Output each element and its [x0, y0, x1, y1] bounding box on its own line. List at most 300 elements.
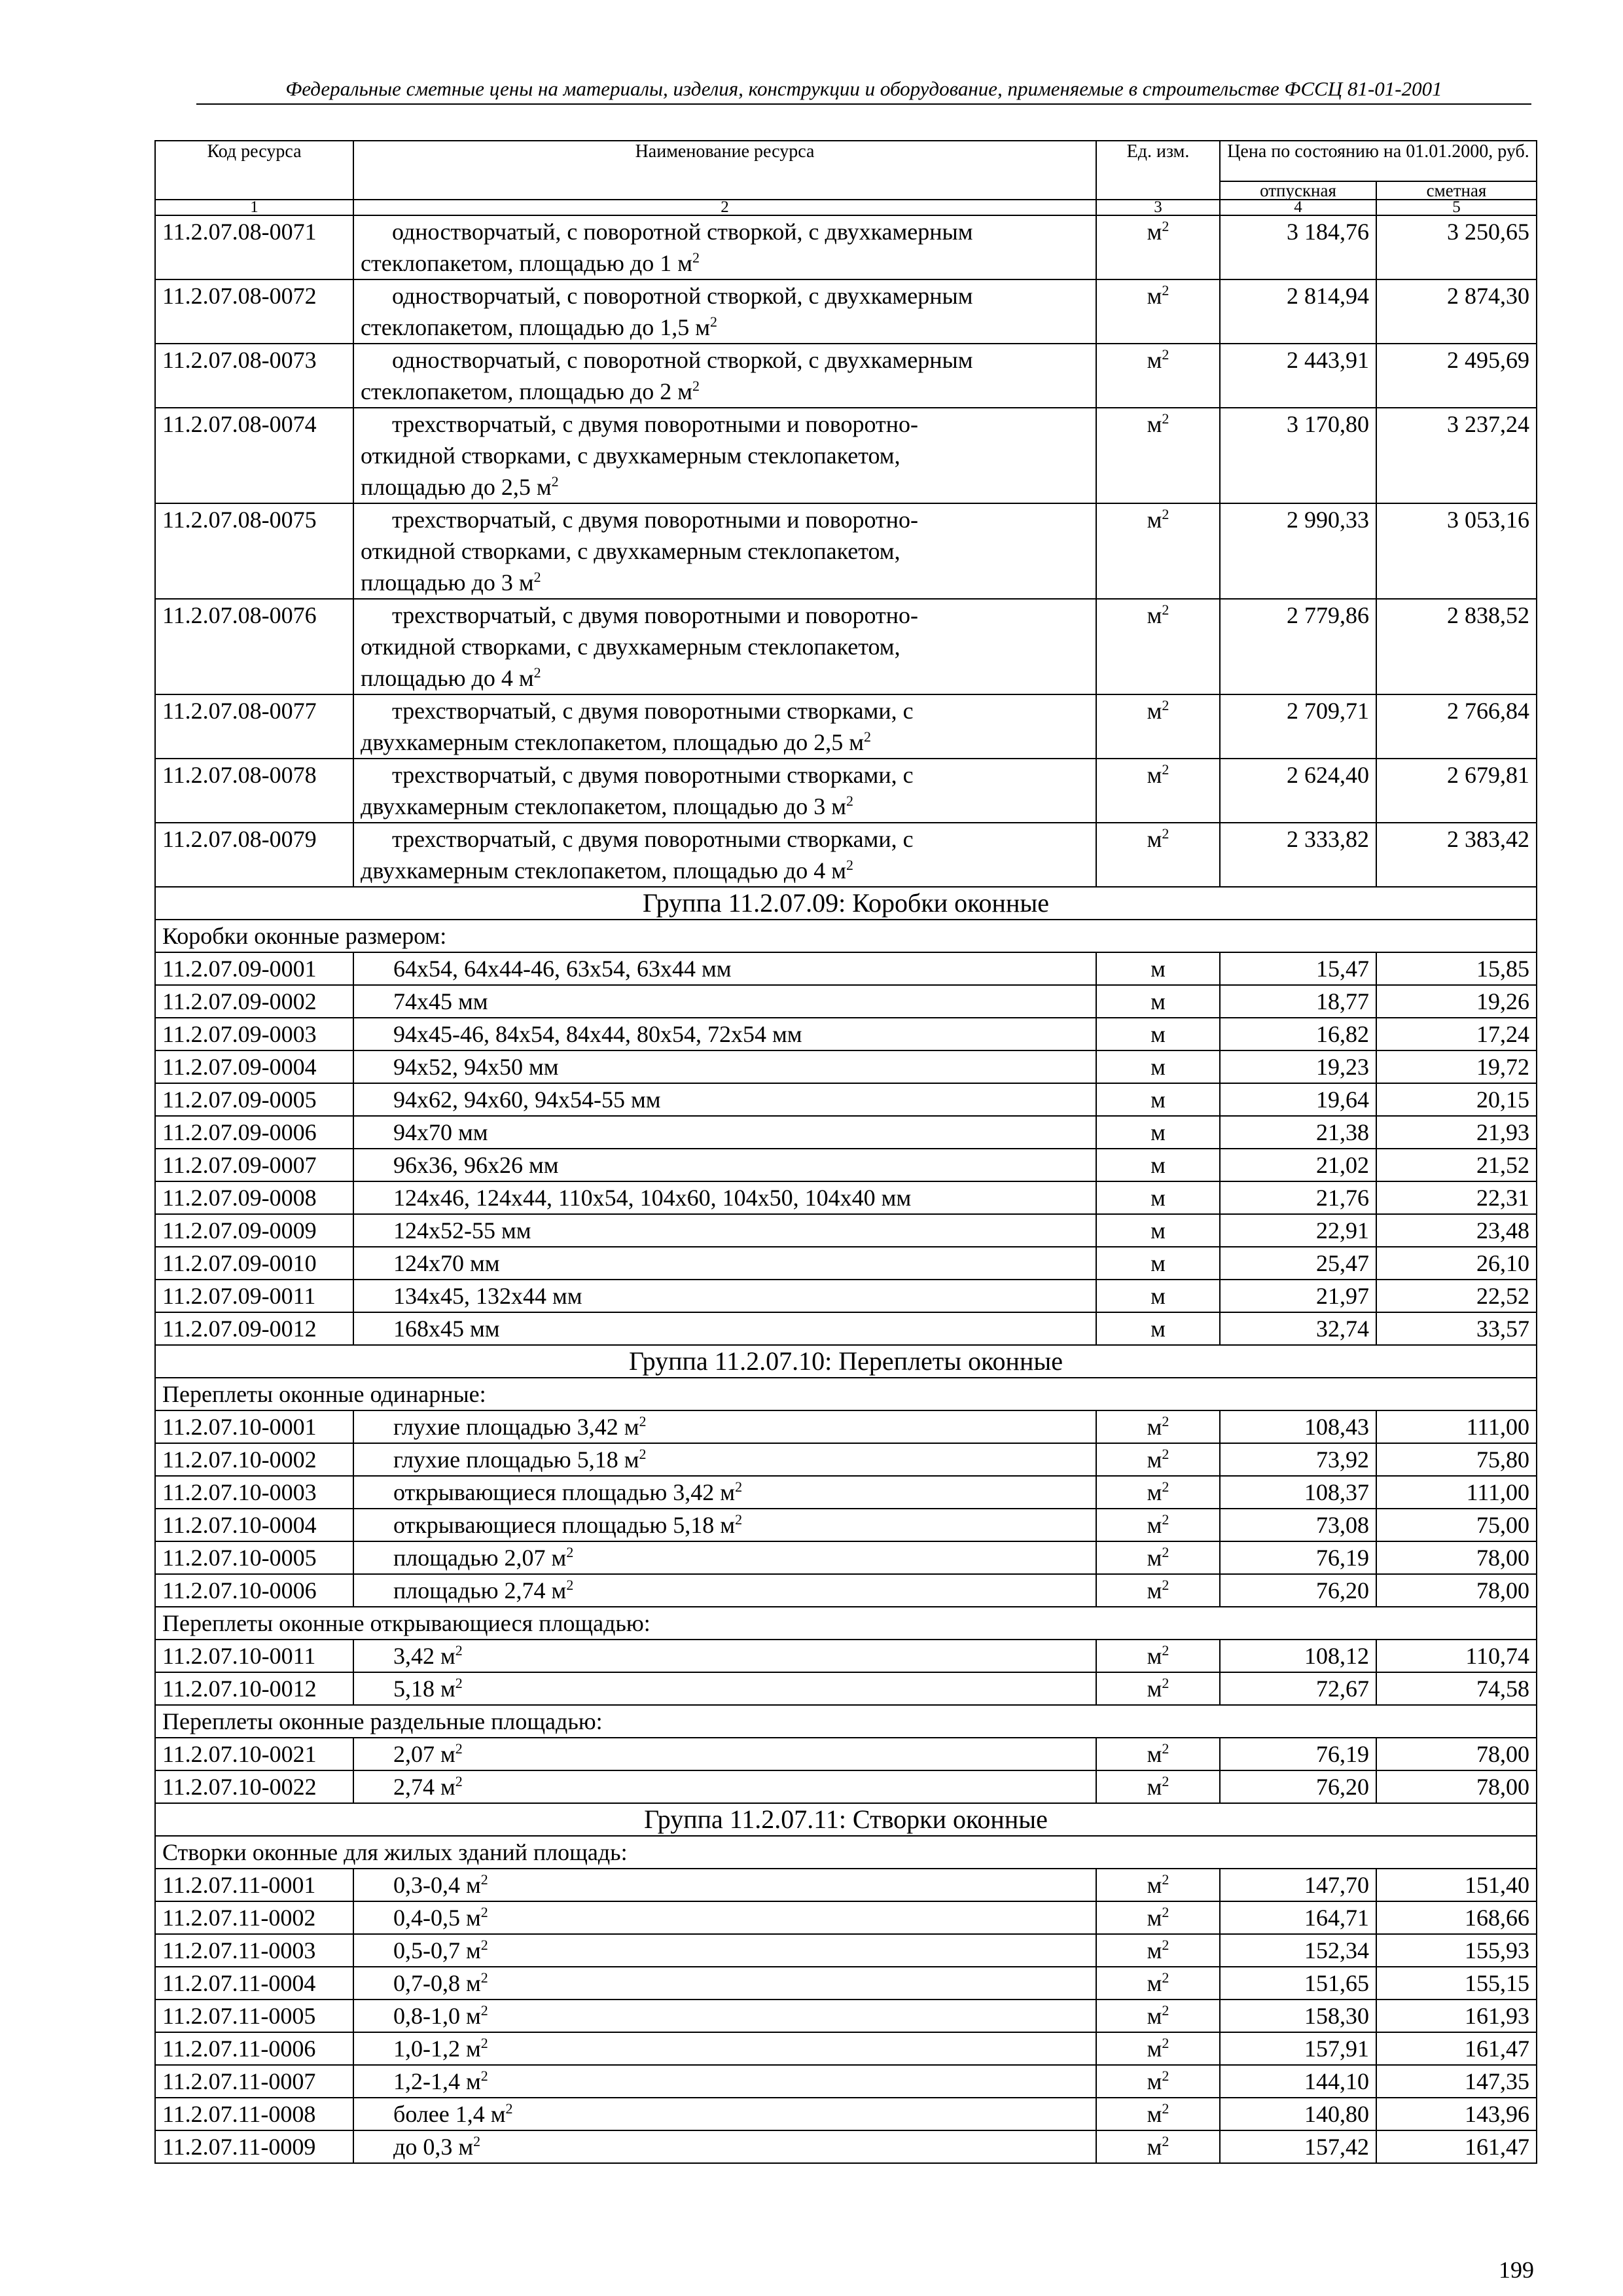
- group-row: [155, 1803, 1537, 1836]
- superscript-2: 2: [1162, 1969, 1169, 1986]
- resource-name-text: площадью до 2,5 м: [361, 474, 552, 500]
- table-row: [155, 2000, 1537, 2032]
- resource-code: 11.2.07.09-0012: [155, 1312, 353, 1345]
- unit-cell: [1096, 823, 1220, 887]
- superscript-2: 2: [1162, 2068, 1169, 2084]
- table-row: [155, 1574, 1537, 1607]
- table-row: [155, 215, 1537, 279]
- unit-cell: [1096, 1018, 1220, 1050]
- unit-text: м: [1150, 1021, 1166, 1047]
- category-title: Створки оконные для жилых зданий площадь:: [155, 1836, 1537, 1869]
- unit-cell: [1096, 2000, 1220, 2032]
- resource-name-text: до 0,3 м: [393, 2134, 474, 2160]
- release-price: 22,91: [1220, 1214, 1376, 1247]
- unit-cell: [1096, 1967, 1220, 2000]
- table-row: [155, 599, 1537, 694]
- resource-name-line: трехстворчатый, с двумя поворотными и поворотно-: [392, 411, 919, 437]
- superscript-2: 2: [1162, 218, 1169, 234]
- release-price: 2 624,40: [1220, 759, 1376, 823]
- resource-name: [353, 952, 1096, 985]
- column-number: 3: [1096, 200, 1220, 215]
- resource-name-text: более 1,4 м: [393, 2101, 506, 2127]
- table-row: [155, 823, 1537, 887]
- unit-text: м: [1147, 698, 1162, 724]
- table-row: [155, 1280, 1537, 1312]
- estimate-price: 110,74: [1376, 1640, 1537, 1672]
- unit-cell: [1096, 1280, 1220, 1312]
- unit-text: м: [1147, 1479, 1162, 1505]
- release-price: 151,65: [1220, 1967, 1376, 2000]
- resource-name: [353, 2000, 1096, 2032]
- resource-name-text: 2,74 м: [393, 1774, 455, 1800]
- release-price: 19,64: [1220, 1083, 1376, 1116]
- resource-name-text: 124х52-55 мм: [393, 1217, 531, 1244]
- col-unit-header: Ед. изм.: [1096, 141, 1220, 200]
- resource-name-text: откидной створками, с двухкамерным стеклопакетом,: [361, 634, 901, 660]
- resource-code: 11.2.07.11-0008: [155, 2098, 353, 2130]
- release-price: 3 170,80: [1220, 408, 1376, 503]
- resource-name-text: двухкамерным стеклопакетом, площадью до 2,5 м: [361, 729, 864, 755]
- superscript-2: 2: [1162, 2035, 1169, 2051]
- superscript-2: 2: [473, 2133, 481, 2149]
- category-row: [155, 1378, 1537, 1410]
- superscript-2: 2: [1162, 1413, 1169, 1429]
- unit-text: м: [1147, 2068, 1162, 2094]
- unit-text: м: [1150, 1217, 1166, 1244]
- resource-name-line: [361, 376, 1089, 407]
- superscript-2: 2: [1162, 761, 1169, 778]
- resource-name: [353, 1214, 1096, 1247]
- table-row: [155, 1410, 1537, 1443]
- table-row: [155, 985, 1537, 1018]
- unit-cell: [1096, 408, 1220, 503]
- release-price: 21,38: [1220, 1116, 1376, 1149]
- table-row: [155, 503, 1537, 599]
- table-row: [155, 1018, 1537, 1050]
- resource-code: 11.2.07.08-0071: [155, 215, 353, 279]
- release-price: 152,34: [1220, 1934, 1376, 1967]
- estimate-price: 2 383,42: [1376, 823, 1537, 887]
- resource-code: 11.2.07.11-0001: [155, 1869, 353, 1901]
- resource-name-line: одностворчатый, с поворотной створкой, с двухкамерным: [392, 283, 973, 309]
- table-row: [155, 1247, 1537, 1280]
- column-number: 2: [353, 200, 1096, 215]
- col-price-group-header: Цена по состоянию на 01.01.2000, руб.: [1220, 141, 1537, 181]
- unit-cell: [1096, 1901, 1220, 1934]
- unit-text: м: [1147, 2134, 1162, 2160]
- table-row: [155, 1869, 1537, 1901]
- superscript-2: 2: [505, 2100, 513, 2117]
- release-price: 21,02: [1220, 1149, 1376, 1181]
- unit-text: м: [1147, 411, 1162, 437]
- unit-cell: [1096, 1574, 1220, 1607]
- estimate-price: 74,58: [1376, 1672, 1537, 1705]
- resource-name: [353, 279, 1096, 344]
- table-row: [155, 759, 1537, 823]
- resource-code: 11.2.07.10-0005: [155, 1541, 353, 1574]
- unit-text: м: [1147, 826, 1162, 852]
- resource-code: 11.2.07.09-0005: [155, 1083, 353, 1116]
- category-row: [155, 1607, 1537, 1640]
- release-price: 2 709,71: [1220, 694, 1376, 759]
- superscript-2: 2: [1162, 506, 1169, 522]
- table-row: [155, 1214, 1537, 1247]
- unit-cell: [1096, 1738, 1220, 1770]
- resource-name-text: открывающиеся площадью 3,42 м: [393, 1479, 736, 1505]
- release-price: 72,67: [1220, 1672, 1376, 1705]
- resource-code: 11.2.07.11-0007: [155, 2065, 353, 2098]
- resource-name-text: 64х54, 64х44-46, 63х54, 63х44 мм: [393, 956, 732, 982]
- resource-name: [353, 2032, 1096, 2065]
- resource-name-text: откидной створками, с двухкамерным стеклопакетом,: [361, 538, 901, 564]
- group-title: Группа 11.2.07.10: Переплеты оконные: [155, 1345, 1537, 1378]
- table-row: [155, 1541, 1537, 1574]
- resource-code: 11.2.07.08-0072: [155, 279, 353, 344]
- estimate-price: 21,52: [1376, 1149, 1537, 1181]
- resource-code: 11.2.07.08-0078: [155, 759, 353, 823]
- resource-name-text: глухие площадью 5,18 м: [393, 1446, 639, 1473]
- estimate-price: 143,96: [1376, 2098, 1537, 2130]
- resource-name: [353, 1410, 1096, 1443]
- resource-name-text: площадью до 4 м: [361, 665, 534, 691]
- unit-cell: [1096, 1509, 1220, 1541]
- superscript-2: 2: [480, 2068, 488, 2084]
- estimate-price: 147,35: [1376, 2065, 1537, 2098]
- superscript-2: 2: [1162, 2133, 1169, 2149]
- table-row: [155, 1116, 1537, 1149]
- unit-cell: [1096, 344, 1220, 408]
- resource-name: [353, 408, 1096, 503]
- resource-name: [353, 759, 1096, 823]
- category-row: [155, 920, 1537, 952]
- column-number-row: [155, 200, 1537, 215]
- group-row: [155, 1345, 1537, 1378]
- unit-text: м: [1147, 1905, 1162, 1931]
- release-price: 2 990,33: [1220, 503, 1376, 599]
- superscript-2: 2: [639, 1446, 647, 1462]
- table-row: [155, 952, 1537, 985]
- resource-name: [353, 1738, 1096, 1770]
- resource-name-text: площадью до 3 м: [361, 569, 534, 596]
- resource-code: 11.2.07.09-0008: [155, 1181, 353, 1214]
- estimate-price: 3 053,16: [1376, 503, 1537, 599]
- estimate-price: 161,47: [1376, 2130, 1537, 2163]
- estimate-price: 2 766,84: [1376, 694, 1537, 759]
- release-price: 32,74: [1220, 1312, 1376, 1345]
- estimate-price: 2 838,52: [1376, 599, 1537, 694]
- col-estimate-price-header: сметная: [1376, 181, 1537, 200]
- column-number: 1: [155, 200, 353, 215]
- estimate-price: 78,00: [1376, 1770, 1537, 1803]
- resource-name: [353, 823, 1096, 887]
- resource-name: [353, 215, 1096, 279]
- superscript-2: 2: [692, 249, 700, 266]
- resource-name-text: 124х46, 124х44, 110х54, 104х60, 104х50, 104х40 мм: [393, 1185, 912, 1211]
- superscript-2: 2: [1162, 410, 1169, 427]
- resource-name-line: одностворчатый, с поворотной створкой, с двухкамерным: [392, 219, 973, 245]
- resource-name-text: 3,42 м: [393, 1643, 455, 1669]
- col-name-header: Наименование ресурса: [353, 141, 1096, 200]
- unit-text: м: [1147, 1774, 1162, 1800]
- resource-name-text: глухие площадью 3,42 м: [393, 1414, 639, 1440]
- unit-text: м: [1147, 762, 1162, 788]
- resource-code: 11.2.07.09-0003: [155, 1018, 353, 1050]
- unit-text: м: [1147, 1937, 1162, 1964]
- superscript-2: 2: [1162, 697, 1169, 713]
- resource-name: [353, 1116, 1096, 1149]
- estimate-price: 155,93: [1376, 1934, 1537, 1967]
- superscript-2: 2: [863, 728, 871, 745]
- unit-cell: [1096, 2065, 1220, 2098]
- resource-code: 11.2.07.09-0001: [155, 952, 353, 985]
- resource-code: 11.2.07.11-0009: [155, 2130, 353, 2163]
- unit-text: м: [1147, 1970, 1162, 1996]
- table-row: [155, 694, 1537, 759]
- release-price: 76,20: [1220, 1574, 1376, 1607]
- table-row: [155, 344, 1537, 408]
- resource-name-line: [361, 312, 1089, 343]
- col-code-header: Код ресурса: [155, 141, 353, 200]
- resource-name-line: [361, 855, 1089, 886]
- group-title: Группа 11.2.07.09: Коробки оконные: [155, 887, 1537, 920]
- resource-name: [353, 1476, 1096, 1509]
- estimate-price: 111,00: [1376, 1476, 1537, 1509]
- unit-cell: [1096, 279, 1220, 344]
- estimate-price: 78,00: [1376, 1738, 1537, 1770]
- column-number: 5: [1376, 200, 1537, 215]
- release-price: 25,47: [1220, 1247, 1376, 1280]
- release-price: 73,08: [1220, 1509, 1376, 1541]
- resource-code: 11.2.07.09-0007: [155, 1149, 353, 1181]
- resource-name-text: 94х62, 94х60, 94х54-55 мм: [393, 1086, 661, 1113]
- col-release-price-header: отпускная: [1220, 181, 1376, 200]
- table-row: [155, 1967, 1537, 2000]
- unit-cell: [1096, 2130, 1220, 2163]
- resource-name-text: стеклопакетом, площадью до 1 м: [361, 250, 692, 276]
- resource-name-text: 1,0-1,2 м: [393, 2036, 481, 2062]
- table-row: [155, 1738, 1537, 1770]
- resource-name: [353, 1443, 1096, 1476]
- resource-code: 11.2.07.09-0009: [155, 1214, 353, 1247]
- resource-name: [353, 1280, 1096, 1312]
- resource-code: 11.2.07.10-0011: [155, 1640, 353, 1672]
- resource-name: [353, 1083, 1096, 1116]
- estimate-price: 161,93: [1376, 2000, 1537, 2032]
- resource-name-text: 134х45, 132х44 мм: [393, 1283, 582, 1309]
- superscript-2: 2: [480, 1871, 488, 1888]
- unit-text: м: [1147, 1446, 1162, 1473]
- resource-code: 11.2.07.09-0010: [155, 1247, 353, 1280]
- unit-text: м: [1150, 956, 1166, 982]
- estimate-price: 17,24: [1376, 1018, 1537, 1050]
- unit-cell: [1096, 1116, 1220, 1149]
- resource-name: [353, 985, 1096, 1018]
- resource-name-text: 124х70 мм: [393, 1250, 500, 1276]
- release-price: 16,82: [1220, 1018, 1376, 1050]
- superscript-2: 2: [566, 1577, 574, 1593]
- release-price: 164,71: [1220, 1901, 1376, 1934]
- unit-cell: [1096, 759, 1220, 823]
- unit-text: м: [1150, 1119, 1166, 1145]
- unit-text: м: [1147, 1643, 1162, 1669]
- estimate-price: 19,72: [1376, 1050, 1537, 1083]
- superscript-2: 2: [455, 1675, 463, 1691]
- release-price: 108,37: [1220, 1476, 1376, 1509]
- resource-name-text: площадью 2,07 м: [393, 1545, 567, 1571]
- unit-text: м: [1150, 1152, 1166, 1178]
- superscript-2: 2: [1162, 1544, 1169, 1560]
- resource-name: [353, 503, 1096, 599]
- unit-text: м: [1147, 1741, 1162, 1767]
- category-title: Коробки оконные размером:: [155, 920, 1537, 952]
- resource-name-text: 168х45 мм: [393, 1316, 500, 1342]
- estimate-price: 33,57: [1376, 1312, 1537, 1345]
- superscript-2: 2: [480, 1904, 488, 1920]
- table-row: [155, 1770, 1537, 1803]
- unit-cell: [1096, 1050, 1220, 1083]
- resource-name: [353, 1901, 1096, 1934]
- resource-name-text: 1,2-1,4 м: [393, 2068, 481, 2094]
- superscript-2: 2: [709, 314, 717, 330]
- resource-name: [353, 1640, 1096, 1672]
- estimate-price: 2 874,30: [1376, 279, 1537, 344]
- release-price: 15,47: [1220, 952, 1376, 985]
- resource-name: [353, 1869, 1096, 1901]
- superscript-2: 2: [533, 664, 541, 681]
- resource-name-text: 94х52, 94х50 мм: [393, 1054, 559, 1080]
- table-row: [155, 1083, 1537, 1116]
- resource-name-text: стеклопакетом, площадью до 2 м: [361, 378, 692, 404]
- resource-name-line: трехстворчатый, с двумя поворотными створками, с: [392, 826, 914, 852]
- unit-text: м: [1147, 2036, 1162, 2062]
- unit-text: м: [1147, 1872, 1162, 1898]
- unit-cell: [1096, 1214, 1220, 1247]
- resource-code: 11.2.07.10-0012: [155, 1672, 353, 1705]
- superscript-2: 2: [1162, 1675, 1169, 1691]
- table-row: [155, 1901, 1537, 1934]
- unit-cell: [1096, 985, 1220, 1018]
- resource-name: [353, 2065, 1096, 2098]
- estimate-price: 75,80: [1376, 1443, 1537, 1476]
- resource-name: [353, 2098, 1096, 2130]
- table-row: [155, 408, 1537, 503]
- resource-name-line: трехстворчатый, с двумя поворотными створками, с: [392, 698, 914, 724]
- release-price: 157,91: [1220, 2032, 1376, 2065]
- superscript-2: 2: [1162, 1446, 1169, 1462]
- unit-text: м: [1150, 1250, 1166, 1276]
- release-price: 2 814,94: [1220, 279, 1376, 344]
- superscript-2: 2: [455, 1642, 463, 1659]
- estimate-price: 2 495,69: [1376, 344, 1537, 408]
- unit-text: м: [1147, 2101, 1162, 2127]
- estimate-price: 26,10: [1376, 1247, 1537, 1280]
- superscript-2: 2: [1162, 1642, 1169, 1659]
- category-row: [155, 1836, 1537, 1869]
- unit-text: м: [1150, 1086, 1166, 1113]
- superscript-2: 2: [846, 793, 853, 809]
- superscript-2: 2: [551, 473, 559, 490]
- estimate-price: 2 679,81: [1376, 759, 1537, 823]
- resource-name-line: [361, 791, 1089, 822]
- superscript-2: 2: [1162, 825, 1169, 842]
- page-header: Федеральные сметные цены на материалы, изделия, конструкции и оборудование, применяемые в строительстве ФССЦ 81-01-2001: [285, 77, 1442, 100]
- estimate-price: 19,26: [1376, 985, 1537, 1018]
- resource-name: [353, 1018, 1096, 1050]
- resource-name: [353, 1181, 1096, 1214]
- unit-cell: [1096, 215, 1220, 279]
- resource-name: [353, 1247, 1096, 1280]
- release-price: 76,19: [1220, 1541, 1376, 1574]
- resource-name-text: 0,7-0,8 м: [393, 1970, 481, 1996]
- unit-text: м: [1147, 283, 1162, 309]
- table-row: [155, 2130, 1537, 2163]
- price-table: [154, 140, 1537, 2164]
- resource-code: 11.2.07.08-0077: [155, 694, 353, 759]
- resource-name-line: [361, 247, 1089, 279]
- unit-cell: [1096, 503, 1220, 599]
- table-row: [155, 1312, 1537, 1345]
- table-row: [155, 2098, 1537, 2130]
- resource-code: 11.2.07.11-0002: [155, 1901, 353, 1934]
- unit-text: м: [1150, 1054, 1166, 1080]
- unit-cell: [1096, 1770, 1220, 1803]
- resource-code: 11.2.07.10-0002: [155, 1443, 353, 1476]
- unit-cell: [1096, 1181, 1220, 1214]
- superscript-2: 2: [735, 1511, 743, 1528]
- superscript-2: 2: [1162, 282, 1169, 298]
- unit-text: м: [1147, 1512, 1162, 1538]
- superscript-2: 2: [455, 1740, 463, 1757]
- resource-name-text: 0,3-0,4 м: [393, 1872, 481, 1898]
- category-title: Переплеты оконные раздельные площадью:: [155, 1705, 1537, 1738]
- resource-name: [353, 1967, 1096, 2000]
- header-rule: [196, 103, 1531, 105]
- resource-code: 11.2.07.11-0004: [155, 1967, 353, 2000]
- category-row: [155, 1705, 1537, 1738]
- unit-cell: [1096, 1247, 1220, 1280]
- superscript-2: 2: [639, 1413, 647, 1429]
- release-price: 147,70: [1220, 1869, 1376, 1901]
- resource-name: [353, 2130, 1096, 2163]
- estimate-price: 75,00: [1376, 1509, 1537, 1541]
- unit-text: м: [1147, 602, 1162, 628]
- resource-name: [353, 599, 1096, 694]
- release-price: 21,76: [1220, 1181, 1376, 1214]
- superscript-2: 2: [566, 1544, 574, 1560]
- resource-name: [353, 1312, 1096, 1345]
- estimate-price: 78,00: [1376, 1574, 1537, 1607]
- unit-cell: [1096, 1640, 1220, 1672]
- unit-text: м: [1150, 1185, 1166, 1211]
- table-row: [155, 1640, 1537, 1672]
- estimate-price: 15,85: [1376, 952, 1537, 985]
- release-price: 157,42: [1220, 2130, 1376, 2163]
- resource-name-text: площадью 2,74 м: [393, 1577, 567, 1604]
- resource-code: 11.2.07.08-0074: [155, 408, 353, 503]
- resource-name-text: 2,07 м: [393, 1741, 455, 1767]
- estimate-price: 3 250,65: [1376, 215, 1537, 279]
- resource-name-text: двухкамерным стеклопакетом, площадью до 3 м: [361, 793, 846, 819]
- category-title: Переплеты оконные одинарные:: [155, 1378, 1537, 1410]
- table-row: [155, 1476, 1537, 1509]
- superscript-2: 2: [1162, 1577, 1169, 1593]
- superscript-2: 2: [692, 378, 700, 394]
- unit-text: м: [1147, 2003, 1162, 2029]
- column-number: 4: [1220, 200, 1376, 215]
- resource-code: 11.2.07.08-0076: [155, 599, 353, 694]
- group-title: Группа 11.2.07.11: Створки оконные: [155, 1803, 1537, 1836]
- table-row: [155, 2032, 1537, 2065]
